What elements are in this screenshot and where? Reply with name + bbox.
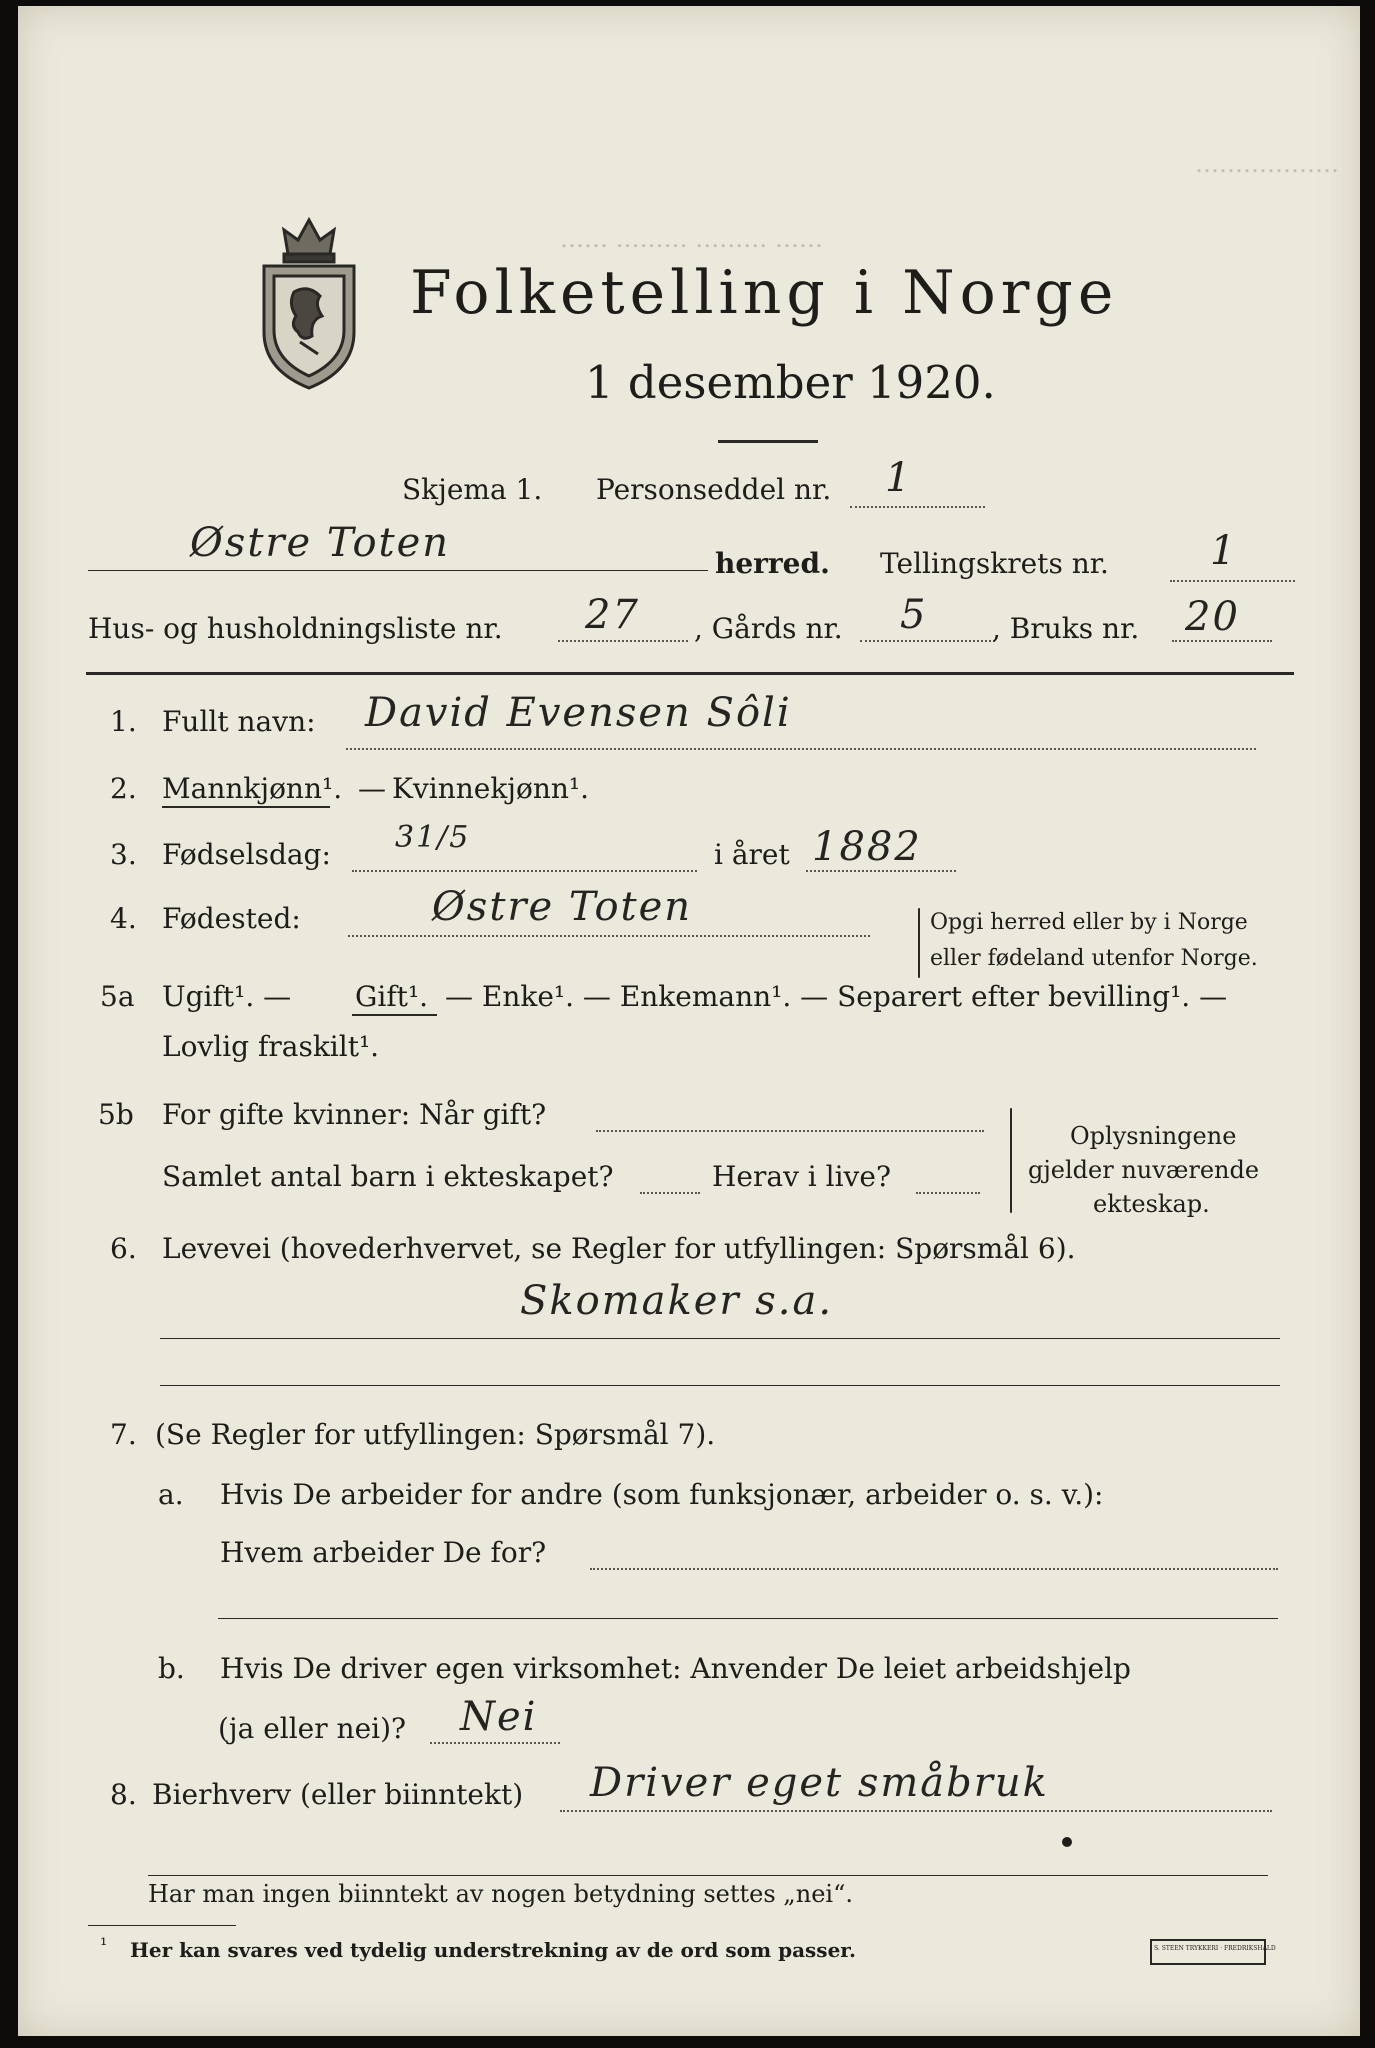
footnote-text: Her kan svares ved tydelig understrekning av de ord som passer. (130, 1938, 856, 1962)
ink-blot (1062, 1837, 1072, 1847)
q4-note-line1: Opgi herred eller by i Norge (930, 910, 1248, 935)
husholdningsliste-value: 27 (585, 592, 640, 638)
q3-birthday: 31/5 (395, 820, 471, 855)
q8-number: 8. (110, 1778, 137, 1811)
q8-line2 (148, 1875, 1268, 1876)
q6-label: Levevei (hovederhvervet, se Regler for utfyllingen: Spørsmål 6). (162, 1232, 1076, 1265)
printer-mark (1150, 1939, 1276, 1965)
q2-separator: — (358, 772, 386, 805)
q4-number: 4. (110, 902, 137, 935)
q6-occupation: Skomaker s.a. (520, 1278, 834, 1324)
tellingskrets-line (1170, 580, 1295, 582)
husholdningsliste-line (558, 640, 688, 642)
q7a-employer-line (590, 1568, 1278, 1570)
gards-value: 5 (900, 592, 928, 638)
q5b-antal-barn-line (640, 1192, 700, 1194)
q5b-note-line3: ekteskap. (1093, 1190, 1210, 1218)
q7b-ja-nei: (ja eller nei)? (218, 1712, 407, 1745)
q1-full-name: David Evensen Sôli (365, 690, 792, 736)
q5b-herav-i-live: Herav i live? (712, 1160, 891, 1193)
q7a-question: Hvis De arbeider for andre (som funksjonær, arbeider o. s. v.): (220, 1478, 1104, 1511)
form-title: Folketelling i Norge (410, 258, 1119, 328)
bruks-value: 20 (1185, 594, 1240, 640)
q5b-nar-gift-line (596, 1130, 984, 1132)
q2-mannkjonn-underline (162, 806, 330, 808)
q7-number: 7. (110, 1418, 137, 1451)
section-divider (86, 672, 1294, 675)
q4-brace (918, 908, 920, 978)
husholdningsliste-label: Hus- og husholdningsliste nr. (88, 612, 503, 645)
herred-line (88, 570, 708, 571)
q5b-note-line1: Oplysningene (1070, 1122, 1237, 1150)
q7b-question: Hvis De driver egen virksomhet: Anvender De leiet arbeidshjelp (220, 1652, 1131, 1685)
q5b-brace (1010, 1108, 1012, 1213)
q7b-answer: Nei (460, 1694, 538, 1740)
q3-number: 3. (110, 838, 137, 871)
q3-birth-year: 1882 (812, 824, 922, 870)
q3-line (352, 870, 697, 872)
q3-year-line (806, 870, 956, 872)
q8-side-income: Driver eget småbruk (590, 1760, 1049, 1806)
q4-note-line2: eller fødeland utenfor Norge. (930, 946, 1258, 971)
herred-label: herred. (715, 547, 830, 580)
q4-label: Fødested: (162, 902, 301, 935)
q2-mannkjonn: Mannkjønn¹. (162, 772, 343, 805)
q1-line (346, 748, 1256, 750)
q3-year-label: i året (714, 838, 790, 871)
footnote-rule (88, 1925, 236, 1926)
bruks-label: , Bruks nr. (992, 612, 1140, 645)
q5a-ugift: Ugift¹. — (162, 980, 292, 1013)
gards-line (860, 640, 995, 642)
tellingskrets-label: Tellingskrets nr. (880, 547, 1109, 580)
q5b-antal-barn: Samlet antal barn i ekteskapet? (162, 1160, 614, 1193)
q5a-fraskilt: Lovlig fraskilt¹. (162, 1030, 380, 1063)
scan-page: ……………… …… ……… ……… …… Folketelling i Norge 1 desember 1920. Skjema 1. Personseddel nr. 1 Østre Toten herred. Tellingskrets nr. 1 Hus- og husholdningsliste nr. 27 , Gårds nr. 5 , Bruks nr. 20 1. Fullt navn: David Evensen Sôli 2. Mannkjønn¹. — Kvinnekjønn¹. 3. Fødselsdag: 31/5 i året 1882 4. Fødested: Østre Toten Opgi herred eller by i Norge eller fødeland utenfor Norge. 5a Ugift¹. — Gift¹. — Enke¹. — Enkemann¹. — Separert efter bevilling¹. — Lovlig fraskilt¹. 5b For gifte kvinner: Når gift? Samlet antal barn i ekteskapet? Herav i live? Oplysningene gjelder nuværende ekteskap. 6. Levevei (hovederhvervet, se Regler for utfyllingen: Spørsmål 6). Skomaker s.a. 7. (Se Regler for utfyllingen: Spørsmål 7). a. Hvis De arbeider for andre (som funksjonær, arbeider o. s. v.): Hvem arbeider De for? b. Hvis De driver egen virksomhet: Anvender De leiet arbeidshjelp (ja eller nei)? Nei 8. Bierhverv (eller biinntekt) Driver eget småbruk Har man ingen biinntekt av nogen betydning settes „nei“. ¹ Her kan svares ved tydelig understrekning av de ord som passer. S. STEEN TRYKKERI · FREDRIKSHALD (0, 0, 1375, 2048)
footer-note: Har man ingen biinntekt av nogen betydning settes „nei“. (148, 1880, 853, 1908)
q5b-note-line2: gjelder nuværende (1028, 1156, 1260, 1184)
footnote-mark: ¹ (100, 1935, 108, 1956)
q5a-number: 5a (100, 980, 135, 1013)
q8-line (560, 1810, 1272, 1812)
personseddel-label: Personseddel nr. (596, 473, 832, 506)
q5a-gift: Gift¹. (355, 980, 429, 1013)
q6-number: 6. (110, 1232, 137, 1265)
q7a-letter: a. (158, 1478, 184, 1511)
q1-label: Fullt navn: (162, 705, 316, 738)
q5b-herav-line (916, 1192, 980, 1194)
printer-mark-text: S. STEEN TRYKKERI · FREDRIKSHALD (1154, 1945, 1276, 1952)
personseddel-line (850, 506, 985, 508)
q6-line2 (160, 1385, 1280, 1386)
q4-birthplace: Østre Toten (432, 884, 693, 930)
q3-label: Fødselsdag: (162, 838, 331, 871)
tellingskrets-value: 1 (1210, 528, 1238, 574)
skjema-label: Skjema 1. (402, 473, 543, 506)
q5a-gift-underline (352, 1014, 437, 1016)
q6-line1 (160, 1338, 1280, 1339)
q2-kvinnekjonn: Kvinnekjønn¹. (392, 772, 590, 805)
q5a-options: — Enke¹. — Enkemann¹. — Separert efter bevilling¹. — (445, 980, 1228, 1013)
q2-number: 2. (110, 772, 137, 805)
q1-number: 1. (110, 705, 137, 738)
coat-of-arms-emblem (248, 192, 370, 392)
q5b-nar-gift: For gifte kvinner: Når gift? (162, 1098, 547, 1131)
herred-value: Østre Toten (190, 520, 451, 566)
q4-line (348, 935, 870, 937)
census-date: 1 desember 1920. (585, 356, 996, 409)
q7a-employer-label: Hvem arbeider De for? (220, 1536, 547, 1569)
q7b-line (430, 1742, 560, 1744)
personseddel-value: 1 (885, 455, 913, 501)
q8-label: Bierhverv (eller biinntekt) (152, 1778, 524, 1811)
bruks-line (1172, 640, 1272, 642)
q7-label: (Se Regler for utfyllingen: Spørsmål 7). (155, 1418, 716, 1451)
q7b-letter: b. (158, 1652, 185, 1685)
gards-label: , Gårds nr. (694, 612, 843, 645)
q5b-number: 5b (98, 1098, 134, 1131)
q7a-line2 (218, 1618, 1278, 1619)
title-divider (718, 440, 818, 443)
